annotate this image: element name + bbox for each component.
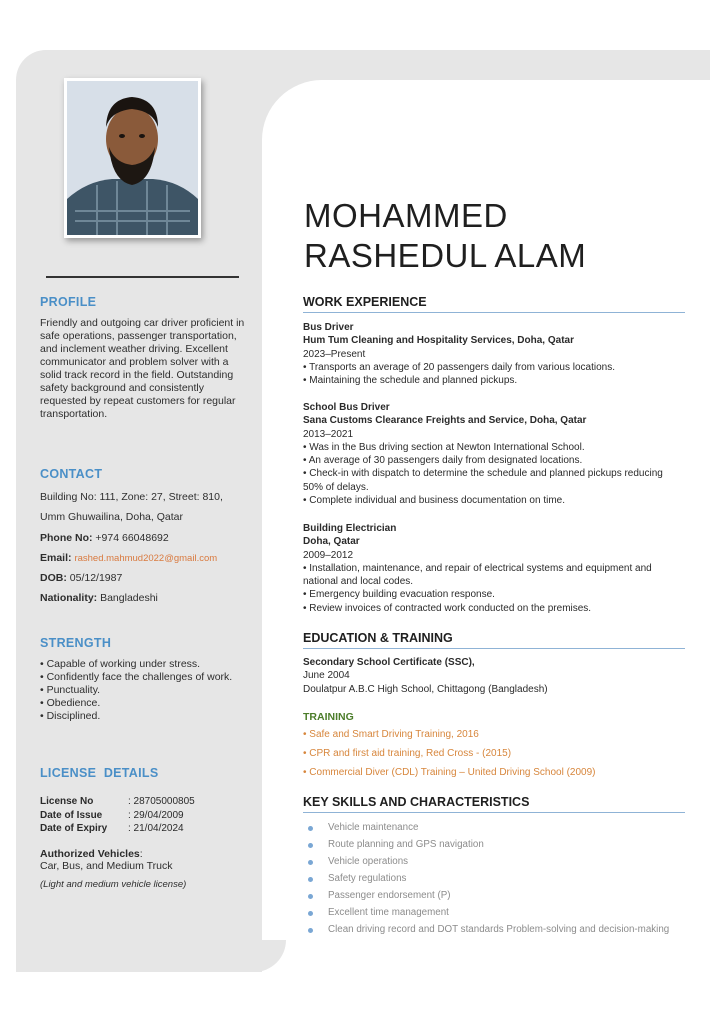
license-row [40,795,250,809]
work-heading: WORK EXPERIENCE [303,295,685,313]
phone-label: Phone No: [40,532,93,544]
phone-value[interactable]: +974 66048692 [95,532,169,544]
skill-item [306,907,676,919]
dob-label: DOB: [40,572,67,584]
license-value: : 28705000805 [128,796,195,807]
job-bullet: • An average of 30 passengers daily from designated locations. [303,455,583,467]
job-bullet: • Complete individual and business documentation on time. [303,495,565,507]
strength-list [40,658,250,723]
sidebar-divider [46,276,239,278]
license-key: Date of Issue [40,809,103,821]
profile-photo [67,81,198,235]
job-bullet: • Emergency building evacuation response. [303,589,495,601]
job-company: Sana Customs Clearance Freights and Service, Doha, Qatar [303,415,587,427]
nationality-label: Nationality: [40,592,98,604]
job-title: School Bus Driver [303,402,390,413]
license-note: (Light and medium vehicle license) [40,878,187,890]
job-bullet: • Review invoices of contracted work conducted on the premises. [303,602,592,614]
bullet-dot-icon [308,860,313,865]
name-line-2: RASHEDUL ALAM [304,237,587,274]
contact-section [40,467,250,604]
vehicles-label-line: Authorized Vehicles: [40,847,143,860]
skill-item [306,856,676,868]
skill-text: Safety regulations [328,873,407,884]
phone-line [40,532,250,544]
education-school: Doulatpur A.B.C High School, Chittagong (Bangladesh) [303,683,548,695]
job-entry [303,401,693,507]
skill-text: Vehicle operations [328,856,409,867]
license-heading: LICENSE DETAILS [40,766,159,780]
job-bullet: • Maintaining the schedule and planned pickups. [303,375,518,387]
license-row [40,809,250,823]
training-heading: TRAINING [303,711,354,723]
email-link[interactable]: rashed.mahmud2022@gmail.com [74,553,218,564]
job-dates: 2009–2012 [303,549,354,561]
profile-section [40,295,250,421]
job-company: Doha, Qatar [303,536,360,548]
education-entry [303,656,693,696]
job-title: Building Electrician [303,523,397,534]
job-dates: 2013–2021 [303,428,354,440]
training-item: • Safe and Smart Driving Training, 2016 [303,729,479,740]
address-line-2: Umm Ghuwailina, Doha, Qatar [40,511,183,523]
email-line [40,552,250,564]
skill-item [306,890,676,902]
bullet-dot-icon [308,826,313,831]
strength-heading: STRENGTH [40,636,112,650]
vehicles-label: Authorized Vehicles [40,847,140,860]
license-row [40,822,250,836]
license-key: Date of Expiry [40,823,108,834]
training-item: • Commercial Diver (CDL) Training – United Driving School (2009) [303,767,596,778]
nationality-value: Bangladeshi [100,592,158,604]
dob-value: 05/12/1987 [69,572,123,584]
nationality-line [40,592,250,604]
bullet-dot-icon [308,877,313,882]
license-value: : 21/04/2024 [128,823,184,834]
license-section [40,766,250,890]
email-label: Email: [40,552,72,564]
profile-text: Friendly and outgoing car driver proficient in safe operations, passenger transportation, and inclement weather driving. Excellent communicator and problem solver with a solid track record in the field. Outstanding safety background and consistently requested by repeat customers for regular transportation. [40,317,245,420]
skill-item [306,873,676,885]
profile-photo-frame [64,78,201,238]
vehicles-value: Car, Bus, and Medium Truck [40,859,173,872]
education-date: June 2004 [303,670,350,682]
profile-heading: PROFILE [40,295,97,309]
skill-item [306,822,676,834]
name-line-1: MOHAMMED [304,197,508,234]
job-dates: 2023–Present [303,348,366,360]
bullet-dot-icon [308,928,313,933]
education-cert: Secondary School Certificate (SSC), [303,657,475,668]
license-key: License No [40,796,94,807]
strength-item: • Confidently face the challenges of work. [40,671,233,683]
skill-item [306,839,676,851]
bullet-dot-icon [308,911,313,916]
strength-section [40,636,250,723]
skill-text: Route planning and GPS navigation [328,839,484,850]
strength-item: • Disciplined. [40,710,101,722]
skills-heading: KEY SKILLS AND CHARACTERISTICS [303,795,685,813]
job-bullet: • Was in the Bus driving section at Newton International School. [303,441,585,453]
job-bullet: • Check-in with dispatch to determine the schedule and planned pickups reducing 50% of delays. [303,468,663,493]
contact-heading: CONTACT [40,467,103,481]
skills-list [306,822,676,941]
job-company: Hum Tum Cleaning and Hospitality Services, Doha, Qatar [303,335,574,347]
license-value: : 29/04/2009 [128,809,184,821]
bullet-dot-icon [308,894,313,899]
license-table [40,795,250,836]
skill-text: Excellent time management [328,907,449,918]
dob-line [40,572,250,584]
skill-text: Vehicle maintenance [328,822,419,833]
address-line-1: Building No: 111, Zone: 27, Street: 810, [40,491,223,503]
job-bullet: • Transports an average of 20 passengers daily from various locations. [303,361,615,373]
skill-item [306,924,676,936]
job-bullet: • Installation, maintenance, and repair of electrical systems and equipment and national and local codes. [303,562,652,588]
job-entry [303,321,693,387]
strength-item: • Punctuality. [40,684,101,696]
candidate-name [304,196,586,276]
training-item: • CPR and first aid training, Red Cross - (2015) [303,748,512,759]
sidebar-bottom-background [16,940,286,972]
strength-item: • Capable of working under stress. [40,658,201,670]
strength-item: • Obedience. [40,697,101,709]
job-entry [303,522,693,615]
skill-text: Passenger endorsement (P) [328,890,451,901]
job-title: Bus Driver [303,322,354,333]
education-heading: EDUCATION & TRAINING [303,631,685,649]
bullet-dot-icon [308,843,313,848]
skill-text: Clean driving record and DOT standards Problem-solving and decision-making [328,924,670,935]
